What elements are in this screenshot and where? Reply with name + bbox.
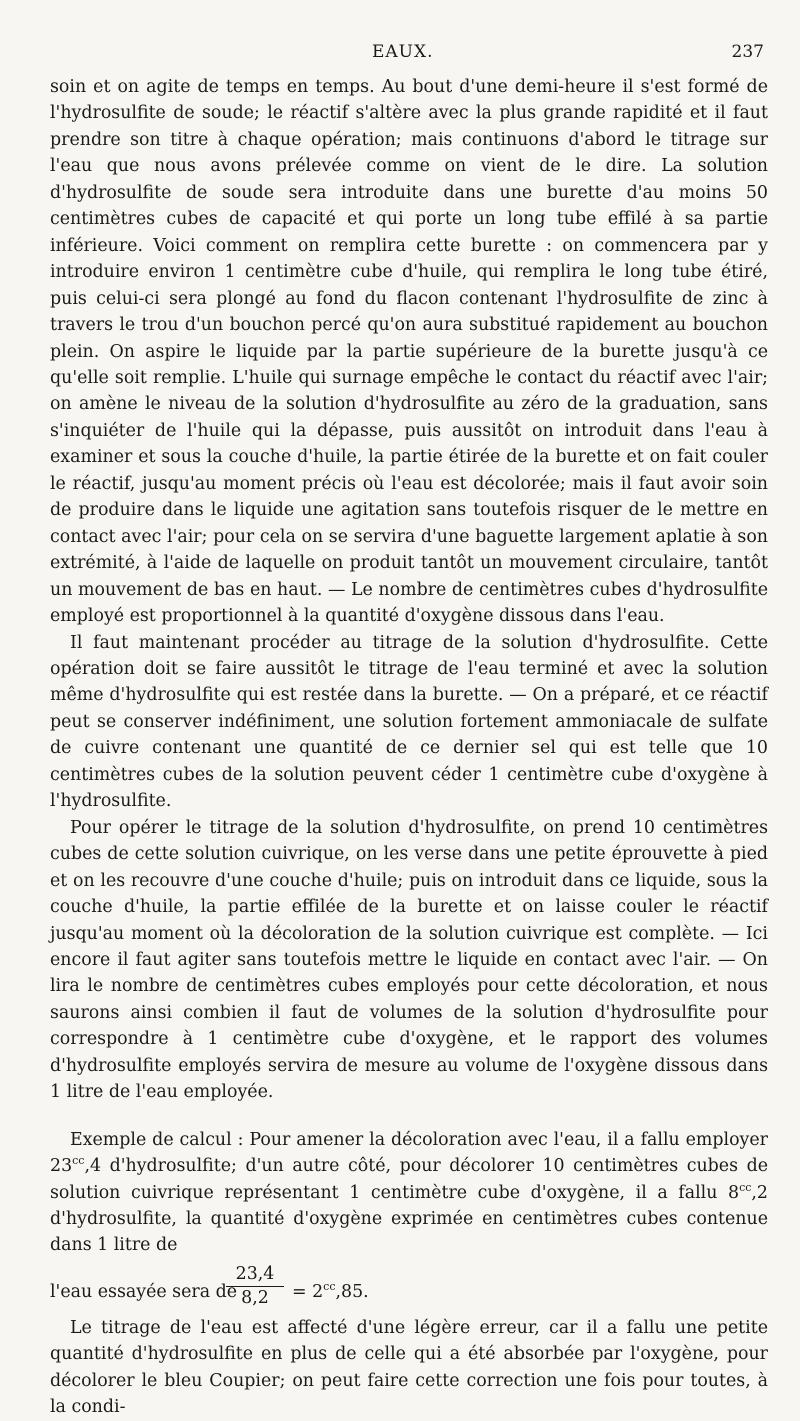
formula-line [50,1263,768,1315]
example-unit-2: cc [739,1180,752,1194]
paragraph-titrage-hydrosulfite: Il faut maintenant procéder au titrage de la solution d'hydrosulfite. Cette opération doit se faire aussitôt le titrage de l'eau terminé et avec la solution même d'hydrosulfite qui est restée dans la burette. — On a préparé, et ce réactif peut se conserver indéfiniment, une solution fortement ammoniacale de sulfate de cuivre contenant une quantité de ce dernier sel qui est telle que 10 centimètres cubes de la solution peuvent céder 1 centimètre cube d'oxygène à l'hydrosulfite. [50,632,768,812]
fraction-denominator: 8,2 [241,1287,269,1308]
paragraph-continued: soin et on agite de temps en temps. Au bout d'une demi-heure il s'est formé de l'hydrosulfite de soude; le réactif s'altère avec la plus grande rapidité et il faut prendre son titre à chaque opération; mais continuons d'abord le titrage sur l'eau que nous avons prélevée comme on vient de le dire. La solution d'hydrosulfite de soude sera introduite dans une burette d'au moins 50 centimètres cubes de capacité et qui porte un long tube effilé à sa partie inférieure. Voici comment on remplira cette burette : on commencera par y introduire environ 1 centimètre cube d'huile, qui remplira le long tube étiré, puis celui-ci sera plongé au fond du flacon contenant l'hydrosulfite de zinc à travers le trou d'un bouchon percé qu'on aura substitué rapidement au bouchon plein. On aspire le liquide par la partie supérieure de la burette jusqu'à ce qu'elle soit remplie. L'huile qui surnage empêche le contact du réactif avec l'air; on amène le niveau de la solution d'hydrosulfite au zéro de la graduation, sans s'inquiéter de l'huile qui la dépasse, puis aussitôt on introduit dans l'eau à examiner et sous la couche d'huile, la partie étirée de la burette et on fait couler le réactif, jusqu'au moment précis où l'eau est décolorée; mais il faut avoir soin de produire dans le liquide une agitation sans toutefois risquer de le mettre en contact avec l'air; pour cela on se servira d'une baguette largement aplatie à son extrémité, à l'aide de laquelle on produit tantôt un mouvement circulaire, tantôt un mouvement de bas en haut. — Le nombre de centimètres cubes d'hydrosulfite employé est proportionnel à la quantité d'oxygène dissous dans l'eau. [50,77,768,627]
example-text-3: ,2 d'hydrosulfite, la quantité d'oxygène exprimée en centimètres cubes contenue dans 1 litre de [50,1182,768,1256]
example-text-1: Exemple de calcul : Pour amener la décoloration avec l'eau, il a fallu employer 23 [50,1129,768,1177]
result-value: = 2 [292,1281,324,1302]
formula-lead-text: l'eau essayée sera de [50,1281,238,1302]
paragraph-exemple-calcul [50,1127,768,1259]
example-unit-1: cc [72,1154,85,1168]
example-text-2: ,4 d'hydrosulfite; d'un autre côté, pour décolorer 10 centimètres cubes de solution cuivrique représentant 1 centimètre cube d'oxygène, il a fallu 8 [50,1156,768,1203]
paragraph-erreur-titrage: Le titrage de l'eau est affecté d'une légère erreur, car il a fallu une petite quantité d'hydrosulfite en plus de celle qui a été absorbée par l'oxygène, pour décolorer le bleu Coupier; on peut faire cette correction une fois pour toutes, à la condi- [50,1317,768,1418]
result-unit: cc [323,1279,336,1293]
running-head [0,42,800,72]
fraction-numerator: 23,4 [226,1263,284,1287]
formula-result [292,1279,369,1305]
page-number: 237 [731,42,764,62]
paragraph-operer-titrage: Pour opérer le titrage de la solution d'hydrosulfite, on prend 10 centimètres cubes de cette solution cuivrique, on les verse dans une petite éprouvette à pied et on les recouvre d'une couche d'huile; puis on introduit dans ce liquide, sous la couche d'huile, la partie effilée de la burette et on laisse couler le réactif jusqu'au moment où la décoloration de la solution cuivrique est complète. — Ici encore il faut agiter sans toutefois mettre le liquide en contact avec l'air. — On lira le nombre de centimètres cubes employés pour cette décoloration, et nous saurons ainsi combien il faut de volumes de la solution d'hydrosulfite pour correspondre à 1 centimètre cube d'oxygène, et le rapport des volumes d'hydrosulfite employés servira de mesure au volume de l'oxygène dissous dans 1 litre de l'eau employée. [50,817,768,1103]
fraction [226,1263,284,1309]
result-decimal: ,85. [335,1281,369,1302]
running-title: EAUX. [372,42,434,62]
body-text [50,74,768,1421]
